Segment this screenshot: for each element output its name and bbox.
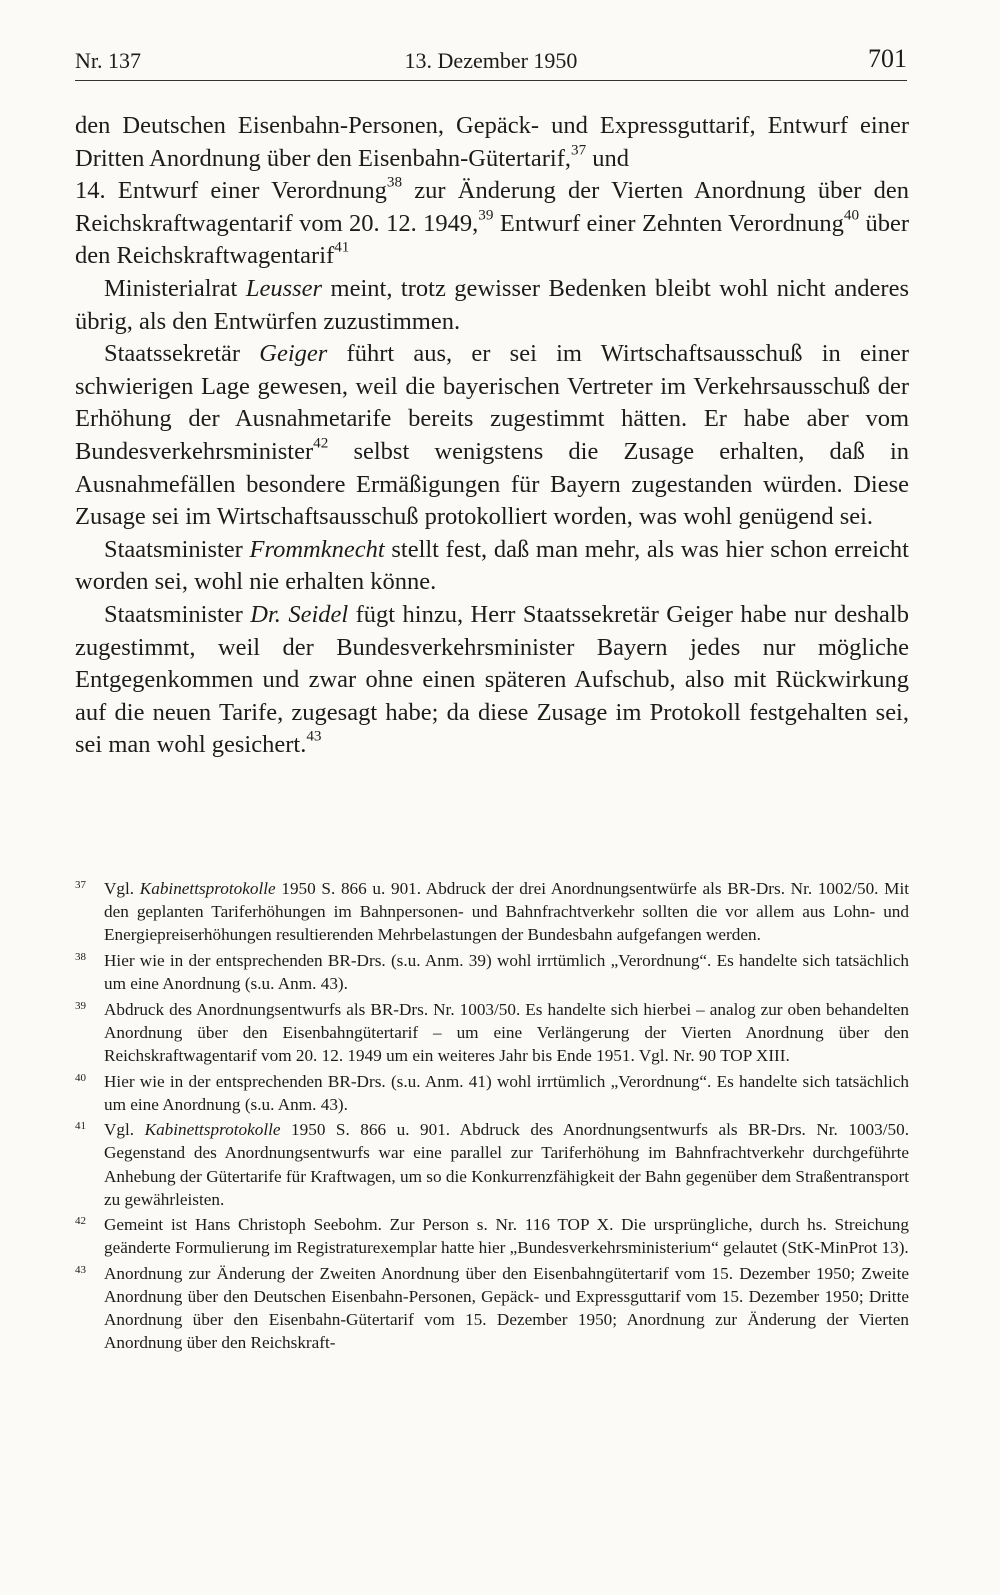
paragraph-5: Staatsminister Frommknecht stellt fest, daß man mehr, als was hier schon erreicht worden sei, wohl nie erhalten könne. [75, 535, 909, 596]
paragraph-2: 14. Entwurf einer Verordnung$^{38}$ zur Änderung der Vierten Anordnung über den Reichskraftwagentarif vom 20. 12. 1949,39 Entwurf einer Zehnten Verordnung$^{40}$ über den Reichskraftwagentarif$^{41}$ [75, 173, 909, 270]
page-number: 701 [868, 44, 907, 73]
speaker-name: Leusser [245, 274, 323, 302]
speaker-name: Geiger [259, 340, 328, 368]
source-title: Kabinettsprotokolle [139, 879, 276, 898]
header-rule [75, 80, 907, 81]
footnote-number: 41 [75, 1120, 86, 1133]
paragraph-6: Staatsminister Dr. Seidel fügt hinzu, Herr Staatssekretär Geiger habe nur deshalb zugestimmt, weil der Bundesverkehrsminister Bayern jedes nur mögliche Entgegenkommen und zwar ohne einen späteren Aufschub, also mit Rückwirkung auf die neuen Tarife, zugesagt habe; da diese Zusage im Protokoll festgehalten sei, sei man wohl gesichert.$^{43}$ [75, 600, 909, 759]
footnote-37: 37 Vgl. Kabinettsprotokolle 1950 S. 866 u. 901. Abdruck der drei Anordnungsentwürfe als BR-Drs. Nr. 1002/50. Mit den geplanten Tariferhöhungen im Bahnpersonen- und Bahnfrachtverkehr sollten die vor allem aus Lohn- und Energiepreiserhöhungen resultierenden Mehrbelastungen der Bundesbahn aufgefangen werden. [75, 879, 909, 945]
footnote-ref-41[interactable]: 41 [334, 238, 350, 256]
footnote-ref-39[interactable]: 39 [478, 206, 494, 224]
document-number: Nr. 137 [75, 48, 141, 73]
running-header [75, 44, 907, 80]
footnote-ref-40[interactable]: 40 [843, 206, 860, 224]
paragraph-3: Ministerialrat Leusser meint, trotz gewisser Bedenken bleibt wohl nicht anderes übrig, als den Entwürfen zuzustimmen. [75, 274, 909, 335]
footnote-ref-37[interactable]: 37 [570, 141, 587, 159]
footnote-38: 38 Hier wie in der entsprechenden BR-Drs. (s.u. Anm. 39) wohl irrtümlich „Verordnung“. Es handelte sich tatsächlich um eine Anordnung (s.u. Anm. 43). [75, 950, 909, 993]
footnote-number: 43 [75, 1264, 86, 1277]
speaker-name: Dr. Seidel [250, 600, 349, 628]
speaker-name: Frommknecht [249, 535, 385, 563]
footnotes [75, 877, 909, 1357]
footnote-number: 40 [75, 1071, 86, 1084]
footnote-42: 42 Gemeint ist Hans Christoph Seebohm. Zur Person s. Nr. 116 TOP X. Die ursprüngliche, durch hs. Streichung geänderte Formulierung im Registraturexemplar hatte hier „Bundesverkehrsministerium“ gelautet (StK-MinProt 13). [75, 1215, 909, 1258]
paragraph-4: Staatssekretär Geiger führt aus, er sei im Wirtschaftsausschuß in einer schwierigen Lage gewesen, weil die bayerischen Vertreter im Verkehrsausschuß der Erhöhung der Ausnahmetarife bereits zugestimmt hätten. Er habe aber vom Bundesverkehrsminister$^{42}$ selbst wenigstens die Zusage erhalten, daß in Ausnahmefällen besondere Ermäßigungen für Bayern zugestanden würden. Diese Zusage sei im Wirtschaftsausschuß protokolliert worden, was wohl genügend sei. [75, 340, 909, 531]
main-text [75, 110, 909, 762]
footnote-40: 40 Hier wie in der entsprechenden BR-Drs. (s.u. Anm. 41) wohl irrtümlich „Verordnung“. Es handelte sich tatsächlich um eine Anordnung (s.u. Anm. 43). [75, 1071, 909, 1114]
footnote-number: 37 [75, 879, 86, 891]
footnote-43: 43 Anordnung zur Änderung der Zweiten Anordnung über den Eisenbahngütertarif vom 15. Dezember 1950; Zweite Anordnung über den Deutschen Eisenbahn-Personen, Gepäck- und Expressguttarif vom 15. Dezember 1950; Dritte Anordnung über den Eisenbahn-Gütertarif vom 15. Dezember 1950; Anordnung zur Änderung der Vierten Anordnung über den Reichskraft- [75, 1264, 909, 1353]
footnote-ref-42[interactable]: 42 [313, 434, 329, 452]
footnote-number: 38 [75, 950, 86, 963]
footnote-ref-38[interactable]: 38 [386, 173, 403, 191]
header-date: 13. Dezember 1950 [404, 48, 578, 73]
source-title: Kabinettsprotokolle [144, 1120, 281, 1140]
footnote-number: 39 [75, 999, 86, 1012]
footnote-41: 41 Vgl. Kabinettsprotokolle 1950 S. 866 u. 901. Abdruck des Anordnungsentwurfs als BR-Drs. Nr. 1003/50. Gegenstand des Anordnungsentwurfs war eine parallel zur Tariferhöhung im Bahnfrachtverkehr durchgeführte Anhebung der Gütertarife für Kraftwagen, um so die Konkurrenzfähigkeit der Bahn gegenüber dem Straßentransport zu gewährleisten. [75, 1120, 909, 1209]
paragraph-1: den Deutschen Eisenbahn-Personen, Gepäck- und Expressguttarif, Entwurf einer Dritten Anordnung über den Eisenbahn-Gütertarif,$^{37}$ und [75, 112, 909, 172]
footnote-39: 39 Abdruck des Anordnungsentwurfs als BR-Drs. Nr. 1003/50. Es handelte sich hierbei – analog zur oben behandelten Anordnung über den Eisenbahngütertarif – um eine Verlängerung der Vierten Anordnung über den Reichskraftwagentarif vom 20. 12. 1949 um ein weiteres Jahr bis Ende 1951. Vgl. Nr. 90 TOP XIII. [75, 999, 909, 1065]
footnote-ref-43[interactable]: 43 [306, 727, 322, 745]
footnote-number: 42 [75, 1215, 86, 1228]
